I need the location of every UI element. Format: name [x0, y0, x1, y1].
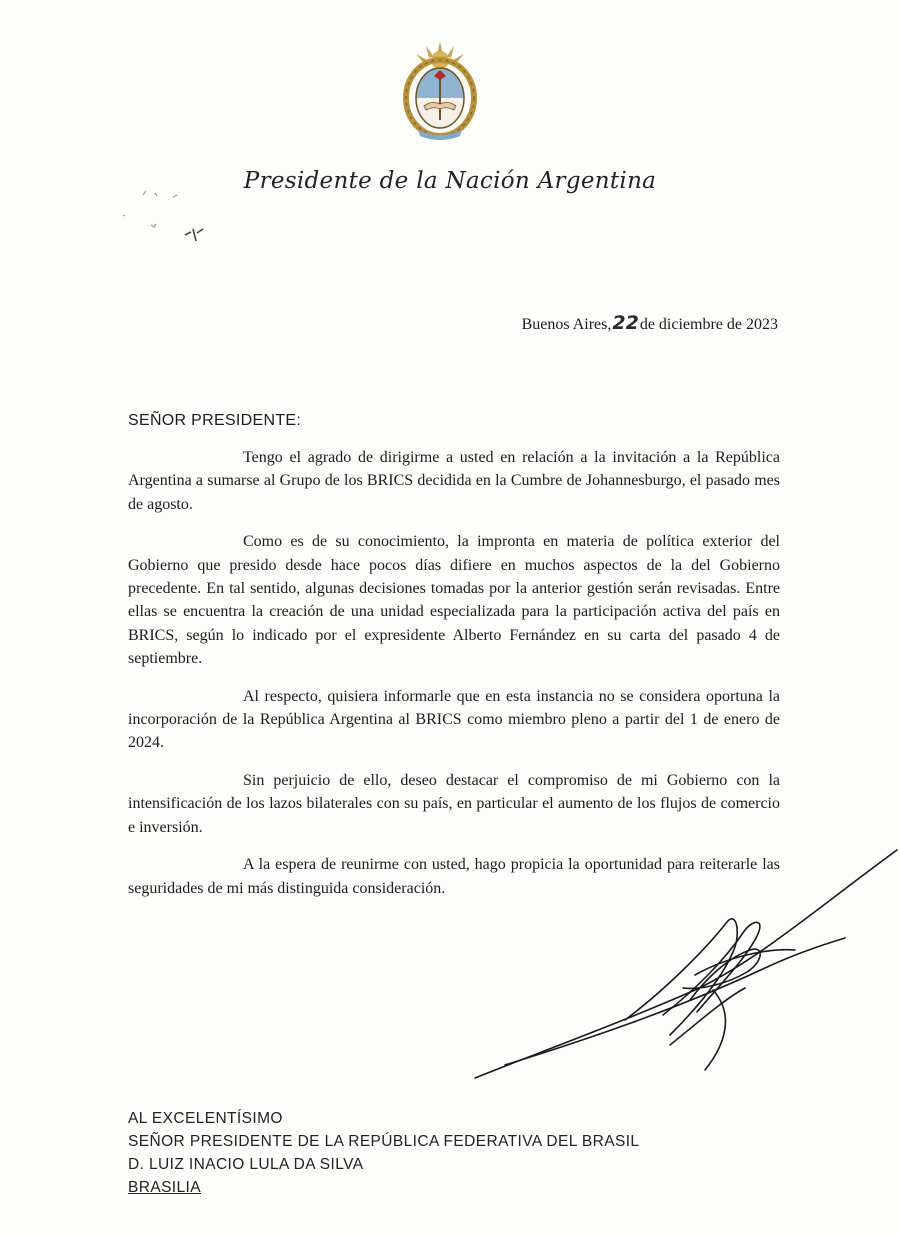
letterhead-title: Presidente de la Nación Argentina: [243, 168, 657, 194]
date-day: 22: [612, 312, 639, 334]
handwritten-signature: [465, 840, 900, 1110]
paragraph-2: Como es de su conocimiento, la impronta en materia de política exterior del Gobierno que presido desde hace pocos días difiere en muchos aspectos de la del Gobierno precedente. En tal sentido, algunas decisiones tomadas por la anterior gestión serán revisadas. Entre ellas se encuentra la creación de una unidad especializada para la participación activa del país en BRICS, según lo indicado por el expresidente Alberto Fernández en su carta del pasado 4 de septiembre.: [128, 533, 780, 668]
date-rest: de diciembre de 2023: [639, 316, 778, 333]
salutation: SEÑOR PRESIDENTE:: [128, 412, 302, 429]
paragraph-5: A la espera de reunirme con usted, hago propicia la oportunidad para reiterarle las seguridades de mi más distinguida consideración.: [128, 856, 780, 897]
paragraph-1: Tengo el agrado de dirigirme a usted en relación a la invitación a la República Argentina a sumarse al Grupo de los BRICS decidida en la Cumbre de Johannesburgo, el pasado mes de agosto.: [128, 449, 780, 513]
date-line: [522, 312, 778, 334]
recipient-address: [128, 1107, 639, 1199]
paragraph-3: Al respecto, quisiera informarle que en esta instancia no se considera oportuna la incorporación de la República Argentina al BRICS como miembro pleno a partir del 1 de enero de 2024.: [128, 687, 780, 752]
recipient-line-4: BRASILIA: [128, 1179, 201, 1196]
scan-marks: [115, 185, 225, 255]
argentine-coat-of-arms-icon: [398, 40, 482, 140]
recipient-line-1: AL EXCELENTÍSIMO: [128, 1110, 283, 1127]
paragraph-4: Sin perjuicio de ello, deseo destacar el compromiso de mi Gobierno con la intensificación de los lazos bilaterales con su país, en particular el aumento de los flujos de comercio e inversión.: [128, 771, 780, 836]
recipient-line-3: D. LUIZ INACIO LULA DA SILVA: [128, 1156, 364, 1173]
date-city: Buenos Aires,: [521, 316, 612, 333]
recipient-line-2: SEÑOR PRESIDENTE DE LA REPÚBLICA FEDERATIVA DEL BRASIL: [128, 1133, 640, 1150]
